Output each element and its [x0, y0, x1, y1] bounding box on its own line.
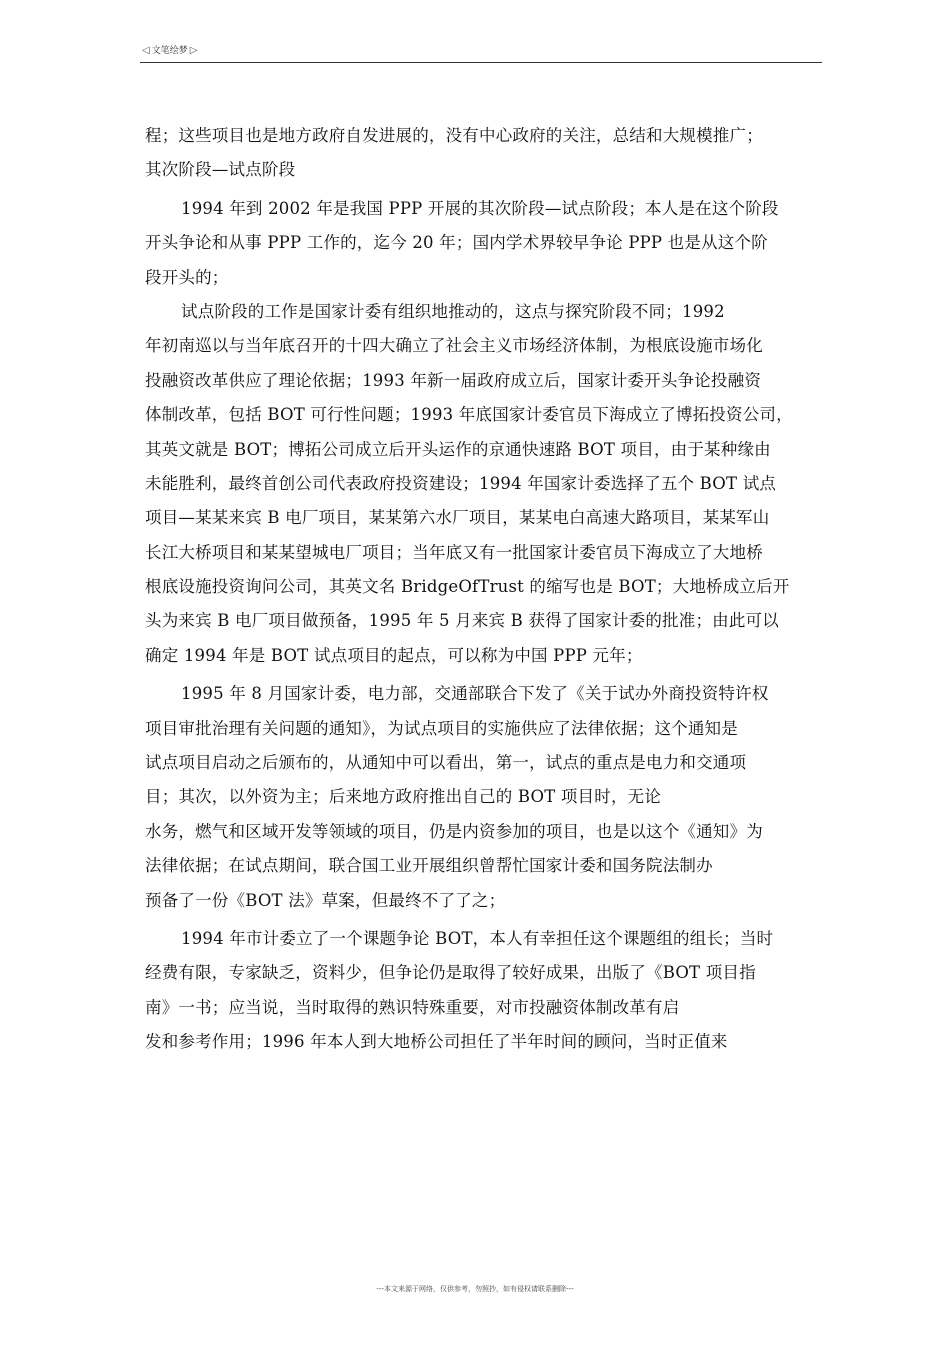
text-line: 其英文就是 BOT；博拓公司成立后开头运作的京通快速路 BOT 项目，由于某种缘由 [145, 439, 771, 459]
text-line: 目；其次，以外资为主；后来地方政府推出自己的 BOT 项目时，无论 [145, 787, 662, 807]
text-line: 体制改革，包括 BOT 可行性问题；1993 年底国家计委官员下海成立了博拓投资公司， [145, 405, 793, 425]
text-line: 水务，燃气和区域开发等领域的项目，仍是内资参加的项目，也是以这个《通知》为 [145, 821, 763, 841]
text-line: 法律依据；在试点期间，联合国工业开展组织曾帮忙国家计委和国务院法制办 [145, 856, 713, 876]
text-line: 发和参考作用；1996 年本人到大地桥公司担任了半年时间的顾问，当时正值来 [145, 1032, 728, 1052]
text-line: 长江大桥项目和某某望城电厂项目；当年底又有一批国家计委官员下海成立了大地桥 [145, 542, 763, 562]
header-title-group [140, 44, 199, 58]
text-line: 预备了一份《BOT 法》草案，但最终不了了之； [145, 890, 506, 910]
text-line: 头为来宾 B 电厂项目做预备，1995 年 5 月来宾 B 获得了国家计委的批准；由此可以 [145, 611, 779, 631]
text-line: 段开头的； [145, 267, 229, 287]
text-line: 未能胜利，最终首创公司代表政府投资建设；1994 年国家计委选择了五个 BOT 试点 [145, 473, 777, 493]
paragraph-start-line: 1994 年市计委立了一个课题争论 BOT，本人有幸担任这个课题组的组长；当时 [181, 928, 774, 948]
page-header [140, 44, 822, 63]
paragraph-start-line: 试点阶段的工作是国家计委有组织地推动的，这点与探究阶段不同；1992 [181, 301, 725, 321]
text-line: 试点项目启动之后颁布的，从通知中可以看出，第一，试点的重点是电力和交通项 [145, 753, 747, 773]
text-line: 经费有限，专家缺乏，资料少，但争论仍是取得了较好成果，出版了《BOT 项目指 [145, 963, 756, 983]
paragraph-start-line: 1995 年 8 月国家计委，电力部，交通部联合下发了《关于试办外商投资特许权 [181, 684, 769, 704]
text-line: 项目—某某来宾 B 电厂项目，某某第六水厂项目，某某电白高速大路项目，某某军山 [145, 508, 770, 528]
document-body [145, 119, 817, 1060]
left-triangle-icon: ◁ [142, 45, 150, 56]
text-line: 投融资改革供应了理论依据；1993 年新一届政府成立后，国家计委开头争论投融资 [145, 370, 762, 390]
paragraph-start-line: 1994 年到 2002 年是我国 PPP 开展的其次阶段—试点阶段；本人是在这个阶段 [181, 198, 779, 218]
page-footer: ---本文来源于网络，仅供参考，勿照抄，如有侵权请联系删除--- [376, 1285, 574, 1293]
text-line: 程；这些项目也是地方政府自发进展的，没有中心政府的关注，总结和大规模推广； [145, 126, 763, 145]
text-line: 年初南巡以与当年底召开的十四大确立了社会主义市场经济体制，为根底设施市场化 [145, 336, 763, 356]
section-heading: 其次阶段—试点阶段 [145, 160, 296, 180]
header-title: 文笔绘梦 [151, 46, 188, 56]
text-line: 项目审批治理有关问题的通知》，为试点项目的实施供应了法律依据；这个通知是 [145, 718, 738, 738]
right-triangle-icon: ▷ [189, 45, 198, 56]
text-line: 根底设施投资询问公司，其英文名 BridgeOfTrust 的缩写也是 BOT；大地桥成立后开 [145, 577, 790, 597]
text-line: 南》一书；应当说，当时取得的熟识特殊重要，对市投融资体制改革有启 [145, 997, 680, 1017]
text-line: 开头争论和从事 PPP 工作的，迄今 20 年；国内学术界较早争论 PPP 也是从这个阶 [145, 233, 768, 253]
text-line: 确定 1994 年是 BOT 试点项目的起点，可以称为中国 PPP 元年； [145, 645, 643, 665]
